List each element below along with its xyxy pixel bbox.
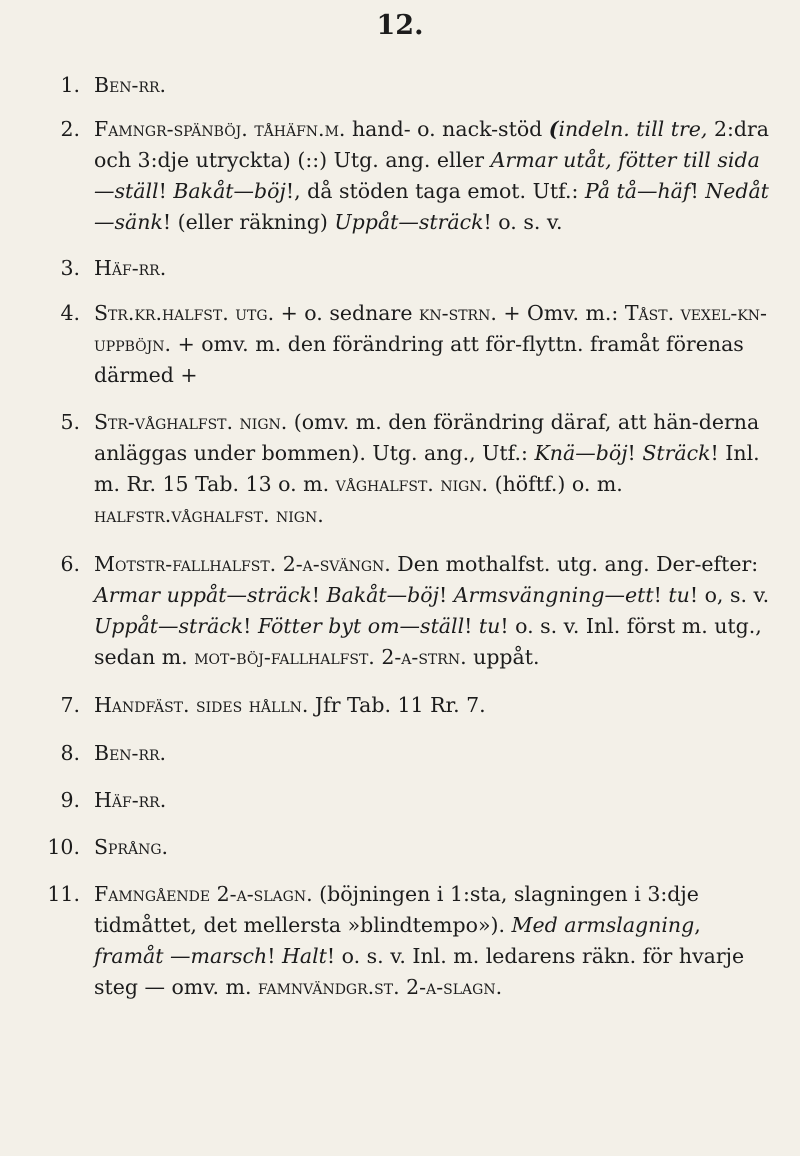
text-run: våghalfst. nign. (335, 472, 489, 496)
text-run: Uppåt—sträck (94, 614, 244, 638)
item-number: 2. (60, 117, 80, 141)
item-text (94, 298, 774, 391)
item-number: 4. (60, 301, 80, 325)
text-run: ! (158, 179, 174, 203)
item-text (94, 70, 774, 101)
text-run: indeln. till tre, (558, 117, 708, 141)
text-run: kn-strn. (418, 301, 497, 325)
item-number: 6. (60, 552, 80, 576)
text-run: Nedåt—sänk (94, 179, 769, 234)
text-run: ! o, s. v. (689, 583, 770, 607)
text-run: Bakåt—böj (326, 583, 439, 607)
text-run: tu (478, 614, 501, 638)
item-text (94, 549, 774, 673)
item-number: 10. (47, 835, 80, 859)
text-run: Halt (281, 944, 327, 968)
text-run: + omv. m. den förändring att för-flyttn. framåt förenas därmed + (94, 332, 744, 387)
item-text (94, 879, 774, 1003)
text-run: Armar uppåt—sträck (94, 583, 312, 607)
text-run: Famngr-spänböj. tåhäfn.m. (94, 117, 346, 141)
text-run: !, då stöden taga emot. Utf.: (285, 179, 585, 203)
text-run: Motstr-fallhalfst. 2-a-svängn. (94, 552, 391, 576)
text-run: halfstr.våghalfst. nign. (94, 503, 324, 527)
item-number: 11. (47, 882, 80, 906)
text-run: Ben-rr. (94, 73, 167, 97)
text-run: Knä—böj (534, 441, 628, 465)
text-run: famnvändgr.st. 2-a-slagn. (257, 975, 503, 999)
text-run: Tåst. vexel-kn-uppböjn. (94, 301, 767, 356)
text-run: uppåt. (466, 645, 540, 669)
list-item (34, 879, 774, 1003)
text-run: Str.kr.halfst. utg. (94, 301, 275, 325)
text-run: Famngående 2-a-slagn. (94, 882, 313, 906)
item-text (94, 690, 774, 721)
text-run: Fötter byt om—ställ (257, 614, 465, 638)
text-run: Str-våghalfst. nign. (94, 410, 288, 434)
text-run: Ben-rr. (94, 741, 167, 765)
text-run: ! o. s. v. Inl. först m. utg., sedan m. (94, 614, 762, 669)
list-item (34, 738, 774, 769)
text-run: ! (690, 179, 706, 203)
list-item (34, 690, 774, 721)
text-run: , (694, 913, 701, 937)
item-text (94, 114, 774, 238)
item-number: 5. (60, 410, 80, 434)
text-run: + Omv. m.: (496, 301, 625, 325)
entry-list (34, 70, 774, 1003)
text-run: tu (668, 583, 690, 607)
list-item (34, 785, 774, 816)
list-item (34, 114, 774, 238)
text-run: (böjningen i 1:sta, slagningen i 3:dje tidmåttet, det mellersta »blindtempo»). (94, 882, 699, 937)
text-run: (höftf.) o. m. (488, 472, 623, 496)
text-run: 2:dra och 3:dje utryckta) (::) Utg. ang. eller (94, 117, 770, 172)
list-item (34, 70, 774, 101)
text-run: Uppåt—sträck (334, 210, 484, 234)
list-item (34, 832, 774, 863)
text-run: + o. sednare (274, 301, 419, 325)
item-text (94, 832, 774, 863)
text-run: (omv. m. den förändring däraf, att hän-derna anläggas under bommen). Utg. ang., Utf.: (94, 410, 760, 465)
list-item (34, 298, 774, 391)
item-number: 7. (60, 693, 80, 717)
item-number: 3. (60, 256, 80, 280)
text-run: ! (267, 944, 282, 968)
item-text (94, 738, 774, 769)
text-run: Armsvängning—ett (453, 583, 654, 607)
text-run: ! (627, 441, 643, 465)
list-item (34, 549, 774, 673)
list-item (34, 407, 774, 531)
text-run: Sträck (642, 441, 711, 465)
text-run: Häf-rr. (94, 256, 167, 280)
list-item (34, 253, 774, 284)
text-run: ! (243, 614, 258, 638)
text-run: Handfäst. sides hålln. (94, 693, 309, 717)
item-text (94, 407, 774, 531)
item-text (94, 785, 774, 816)
item-number: 1. (60, 73, 80, 97)
text-run: ! (311, 583, 327, 607)
text-run: ! (eller räkning) (162, 210, 335, 234)
text-run: På tå—häf (584, 179, 691, 203)
text-run: Bakåt—böj (173, 179, 286, 203)
item-number: 9. (60, 788, 80, 812)
text-run: ! o. s. v. Inl. m. ledarens räkn. för hvarje steg — omv. m. (94, 944, 745, 999)
text-run: ! Inl. m. Rr. 15 Tab. 13 o. m. (94, 441, 760, 496)
text-run: framåt —marsch (94, 944, 268, 968)
text-run: mot-böj-fallhalfst. 2-a-strn. (194, 645, 467, 669)
text-run: Häf-rr. (94, 788, 167, 812)
text-run: ! (653, 583, 669, 607)
text-run: Språng. (94, 835, 169, 859)
text-run: Den mothalfst. utg. ang. Der-efter: (390, 552, 759, 576)
text-run: Jfr Tab. 11 Rr. 7. (308, 693, 486, 717)
text-run: Med armslagning (511, 913, 695, 937)
text-run: ( (548, 117, 559, 141)
text-run: ! o. s. v. (483, 210, 563, 234)
text-run: Armar utåt, fötter till sida—ställ (94, 148, 760, 203)
page-number: 12. (376, 10, 424, 41)
text-run: ! (464, 614, 479, 638)
item-text (94, 253, 774, 284)
text-run: ! (438, 583, 454, 607)
text-run: hand- o. nack-stöd (345, 117, 549, 141)
item-number: 8. (60, 741, 80, 765)
